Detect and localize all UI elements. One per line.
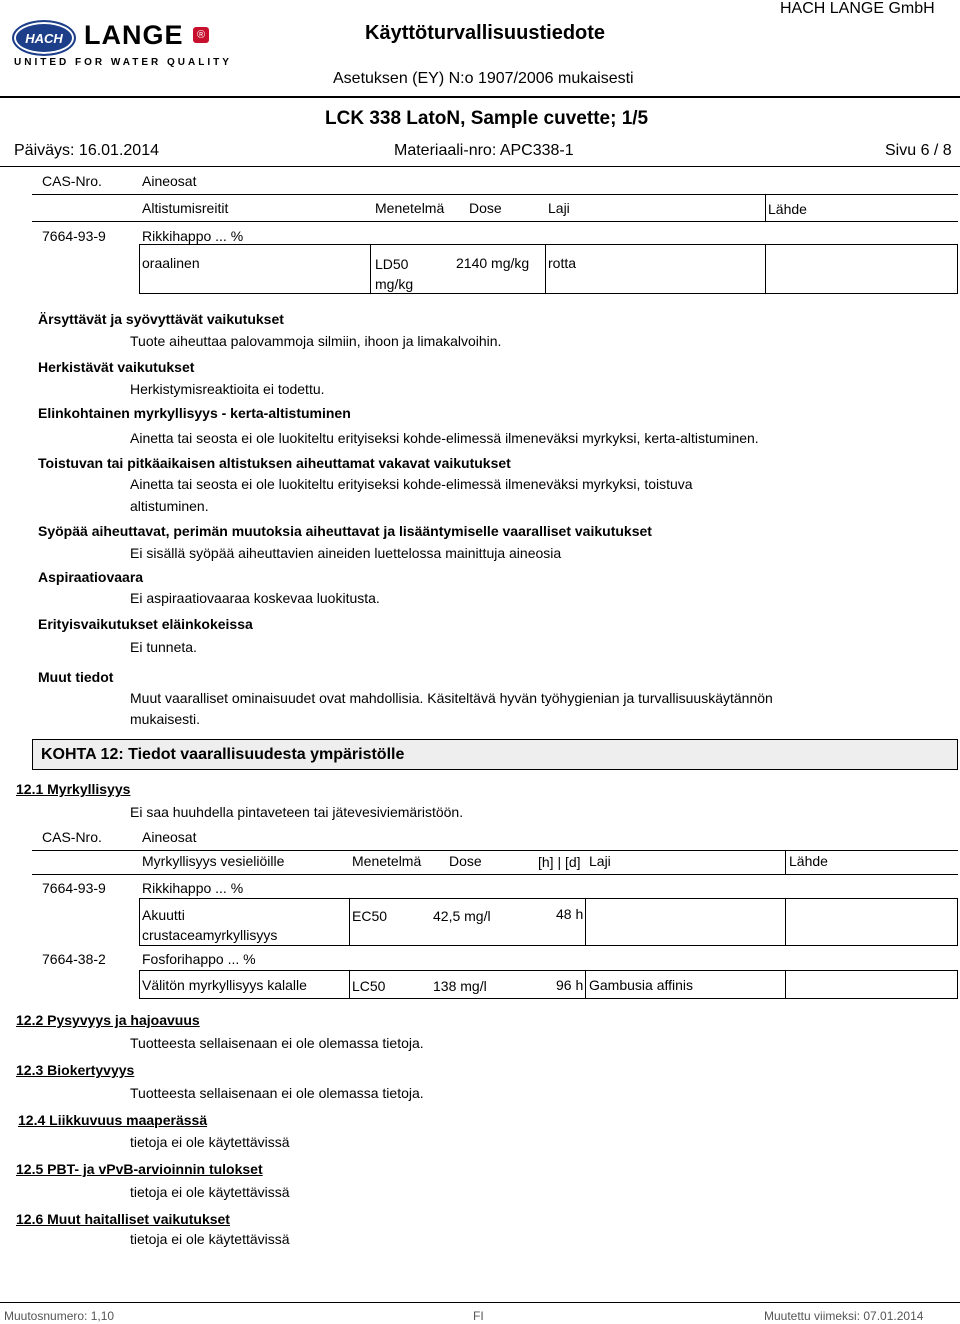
language-code: FI <box>473 1309 484 1323</box>
s123-text: Tuotteesta sellaisenaan ei ole olemassa tietoja. <box>130 1085 424 1101</box>
document-title: Käyttöturvallisuustiedote <box>365 22 606 44</box>
header-dose: Dose <box>469 200 502 216</box>
company-name: HACH LANGE GmbH <box>780 0 935 17</box>
stot-re-text-2: altistuminen. <box>130 498 209 514</box>
page-number: Sivu 6 / 8 <box>885 142 952 159</box>
last-modified: Muutettu viimeksi: 07.01.2014 <box>764 1309 924 1323</box>
eco-row2-cas: 7664-38-2 <box>42 951 106 967</box>
s125-heading: 12.5 PBT- ja vPvB-arvioinnin tulokset <box>16 1161 263 1177</box>
eco-header-time: [h] | [d] <box>538 854 581 870</box>
aspiration-text: Ei aspiraatiovaaraa koskevaa luokitusta. <box>130 590 380 606</box>
eco-header-tox: Myrkyllisyys vesieliöille <box>142 853 285 869</box>
stot-se-heading: Elinkohtainen myrkyllisyys - kerta-altistuminen <box>38 405 351 421</box>
s125-text: tietoja ei ole käytettävissä <box>130 1184 290 1200</box>
s123-heading: 12.3 Biokertyvyys <box>16 1062 135 1078</box>
row-substance: Rikkihappo ... % <box>142 228 244 244</box>
eco-row1-cas: 7664-93-9 <box>42 880 106 896</box>
stot-re-heading: Toistuvan tai pitkäaikaisen altistuksen aiheuttamat vakavat vaikutukset <box>38 455 511 471</box>
eco-header-source: Lähde <box>789 853 828 869</box>
s121-text: Ei saa huuhdella pintaveteen tai jätevesiviemäristöön. <box>130 804 464 820</box>
row-route: oraalinen <box>142 255 200 271</box>
other-heading: Muut tiedot <box>38 669 114 685</box>
footer-divider <box>0 1302 960 1303</box>
other-text-2: mukaisesti. <box>130 711 201 727</box>
eco-row1-dose: 42,5 mg/l <box>433 908 491 924</box>
row-dose: 2140 mg/kg <box>456 255 530 271</box>
eco-row1-substance: Rikkihappo ... % <box>142 880 244 896</box>
section-12-heading: KOHTA 12: Tiedot vaarallisuudesta ympäristölle <box>32 739 958 770</box>
cmr-heading: Syöpää aiheuttavat, perimän muutoksia aiheuttavat ja lisääntymiselle vaaralliset vaikutukset <box>38 523 652 539</box>
lange-logo: LANGE <box>84 20 184 50</box>
header-method: Menetelmä <box>375 200 445 216</box>
row-method: LD50 <box>375 256 409 272</box>
eco-row1-tox-1: Akuutti <box>142 907 185 923</box>
header-route: Altistumisreitit <box>142 200 229 216</box>
animal-heading: Erityisvaikutukset eläinkokeissa <box>38 616 253 632</box>
cmr-text: Ei sisällä syöpää aiheuttavien aineiden luettelossa mainittuja aineosia <box>130 545 562 561</box>
eco-header-dose: Dose <box>449 853 482 869</box>
eco-header-species: Laji <box>589 853 611 869</box>
eco-row1-tox-2: crustaceamyrkyllisyys <box>142 927 278 943</box>
sensitizing-text: Herkistymisreaktioita ei todettu. <box>130 381 325 397</box>
eco-header-cas: CAS-Nro. <box>42 829 102 845</box>
eco-row2-tox: Välitön myrkyllisyys kalalle <box>142 977 307 993</box>
product-name: LCK 338 LatoN, Sample cuvette; 1/5 <box>325 108 649 129</box>
eco-row2-time: 96 h <box>556 977 584 993</box>
stot-se-text: Ainetta tai seosta ei ole luokiteltu erityiseksi kohde-elimessä ilmeneväksi myrkyksi, kerta-altistuminen. <box>130 430 759 446</box>
irritation-text: Tuote aiheuttaa palovammoja silmiin, ihoon ja limakalvoihin. <box>130 333 502 349</box>
header-divider-bottom <box>0 166 960 167</box>
header-cas: CAS-Nro. <box>42 173 102 189</box>
registered-mark-icon: ® <box>193 27 209 43</box>
eco-row1-method: EC50 <box>352 908 388 924</box>
s122-text: Tuotteesta sellaisenaan ei ole olemassa tietoja. <box>130 1035 424 1051</box>
eco-row2-dose: 138 mg/l <box>433 978 487 994</box>
hach-logo: HACH <box>12 20 76 56</box>
regulation-text: Asetuksen (EY) N:o 1907/2006 mukaisesti <box>333 70 634 87</box>
logo-tagline: UNITED FOR WATER QUALITY <box>14 57 232 68</box>
eco-row1-time: 48 h <box>556 906 584 922</box>
s124-text: tietoja ei ole käytettävissä <box>130 1134 290 1150</box>
revision-number: Muutosnumero: 1,10 <box>4 1309 115 1323</box>
row-species: rotta <box>548 255 577 271</box>
s126-heading: 12.6 Muut haitalliset vaikutukset <box>16 1211 230 1227</box>
header-source: Lähde <box>768 201 807 217</box>
header-divider <box>0 96 960 98</box>
s126-text: tietoja ei ole käytettävissä <box>130 1231 290 1247</box>
s124-heading: 12.4 Liikkuvuus maaperässä <box>18 1112 208 1128</box>
header-substance: Aineosat <box>142 173 197 189</box>
eco-row2-species: Gambusia affinis <box>589 977 694 993</box>
eco-row2-substance: Fosforihappo ... % <box>142 951 256 967</box>
stot-re-text-1: Ainetta tai seosta ei ole luokiteltu erityiseksi kohde-elimessä ilmeneväksi myrkyksi, toistuva <box>130 476 693 492</box>
eco-row2-method: LC50 <box>352 978 386 994</box>
eco-header-method: Menetelmä <box>352 853 422 869</box>
row-method-unit: mg/kg <box>375 276 414 292</box>
s122-heading: 12.2 Pysyvyys ja hajoavuus <box>16 1012 200 1028</box>
sensitizing-heading: Herkistävät vaikutukset <box>38 359 195 375</box>
eco-header-substance: Aineosat <box>142 829 197 845</box>
material-number: Materiaali-nro: APC338-1 <box>394 142 574 159</box>
header-species: Laji <box>548 200 570 216</box>
row-cas: 7664-93-9 <box>42 228 106 244</box>
irritation-heading: Ärsyttävät ja syövyttävät vaikutukset <box>38 311 284 327</box>
animal-text: Ei tunneta. <box>130 639 197 655</box>
document-date: Päiväys: 16.01.2014 <box>14 142 159 159</box>
aspiration-heading: Aspiraatiovaara <box>38 569 144 585</box>
other-text-1: Muut vaaralliset ominaisuudet ovat mahdollisia. Käsiteltävä hyvän työhygienian ja turvallisuuskäytännön <box>130 690 773 706</box>
s121-heading: 12.1 Myrkyllisyys <box>16 781 131 797</box>
